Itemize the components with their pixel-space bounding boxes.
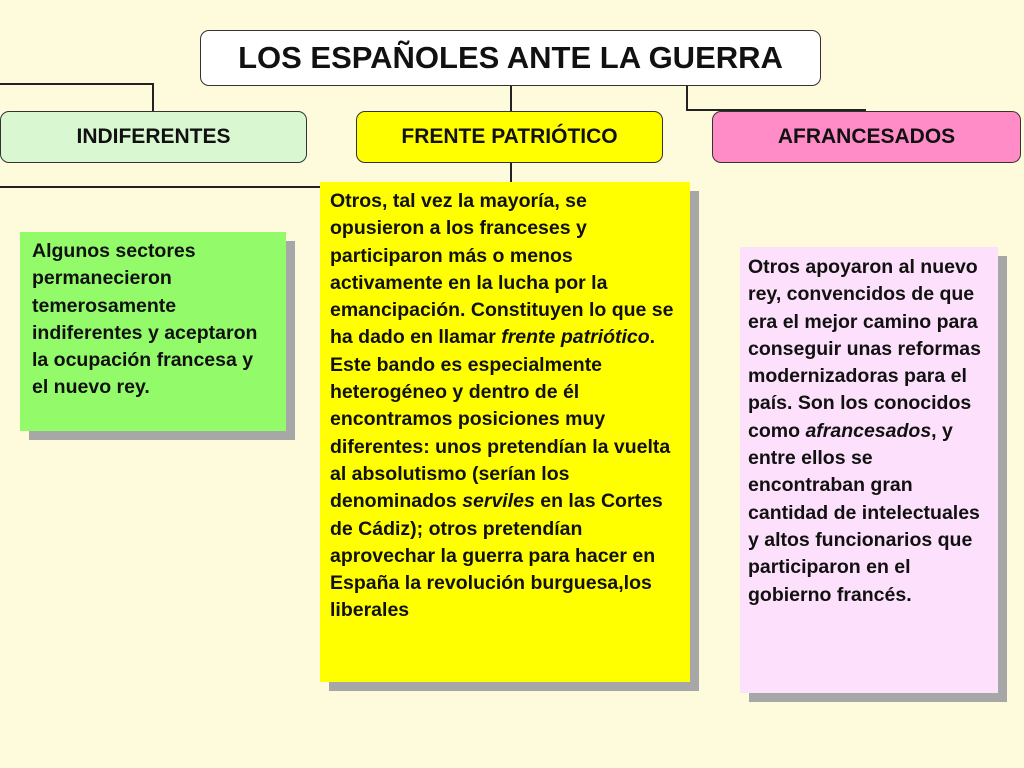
connector-left-vertical (152, 83, 154, 111)
connector-right-vertical (686, 86, 688, 111)
header-frente-patriotico: FRENTE PATRIÓTICO (356, 111, 663, 163)
card-afr-text-1: Otros apoyaron al nuevo rey, convencidos de que era el mejor camino para conseguir unas reformas modernizadoras para el país. Son los conocidos como (748, 256, 981, 442)
connector-lower-vertical (510, 163, 512, 182)
header-afrancesados: AFRANCESADOS (712, 111, 1021, 163)
card-indiferentes-text: Algunos sectores permanecieron temerosamente indiferentes y aceptaron la ocupación francesa y el nuevo rey. (32, 240, 258, 399)
card-frente-patriotico-text (330, 188, 680, 625)
connector-center-vertical (510, 86, 512, 111)
card-afrancesados-text (748, 254, 990, 609)
connector-lower-horizontal (0, 186, 320, 188)
card-indiferentes (20, 232, 286, 431)
card-frente-patriotico (320, 182, 690, 682)
connector-left-horizontal (0, 83, 154, 85)
card-frente-text-1: Otros, tal vez la mayoría, se opusieron a los franceses y participaron más o menos activamente en la lucha por la emancipación. Constituyen lo que se ha dado en llamar (330, 190, 674, 349)
card-frente-emphasis-serviles: serviles (462, 490, 535, 513)
card-afrancesados (740, 247, 998, 693)
diagram-title: LOS ESPAÑOLES ANTE LA GUERRA (200, 30, 821, 86)
card-frente-text-3: en las Cortes de Cádiz); otros pretendían aprovechar la guerra para hacer en España la revolución burguesa,los liberales (330, 490, 663, 622)
card-afr-text-2: , y entre ellos se encontraban gran cantidad de intelectuales y altos funcionarios que participaron en el gobierno francés. (748, 419, 980, 606)
card-frente-text-2: . Este bando es especialmente heterogéneo y dentro de él encontramos posiciones muy diferentes: unos pretendían la vuelta al absolutismo (serían los denominados (330, 326, 671, 513)
header-indiferentes: INDIFERENTES (0, 111, 307, 163)
card-frente-emphasis-frente-patriotico: frente patriótico (501, 326, 650, 349)
card-afr-emphasis-afrancesados: afrancesados (805, 419, 932, 442)
